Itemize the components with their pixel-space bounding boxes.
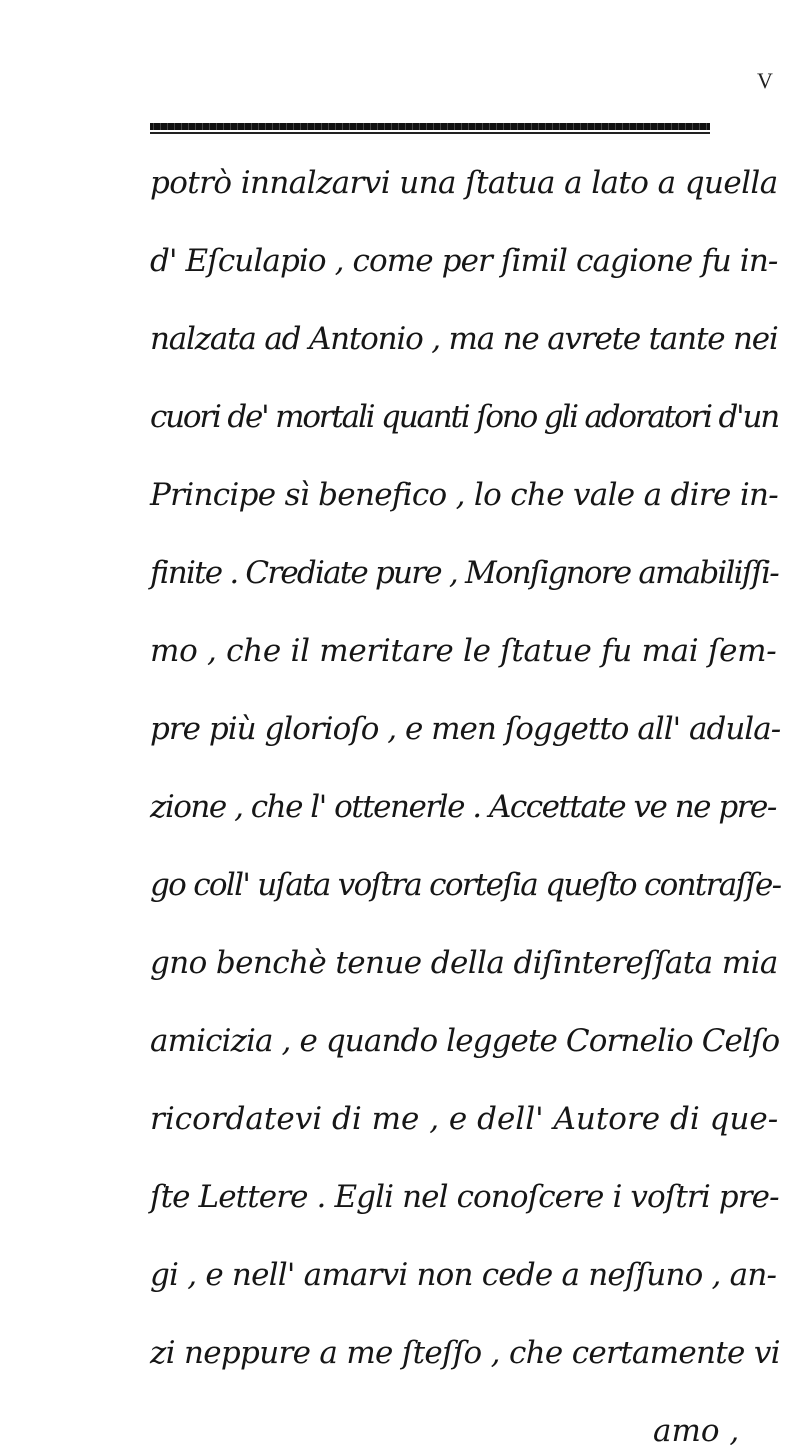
text-line: d' Eſculapio , come per ſimil cagione fu in-	[150, 243, 778, 279]
text-line: finite . Crediate pure , Monſignore amabiliſſi-	[150, 555, 778, 591]
text-line: gno benchè tenue della diſintereſſata mia	[150, 945, 778, 981]
text-line: pre più glorioſo , e men ſoggetto all' adula-	[150, 711, 781, 747]
ornamental-rule-thick	[150, 123, 710, 130]
text-line: Principe sì benefico , lo che vale a dire in-	[150, 477, 779, 513]
page-number: V	[757, 68, 774, 93]
text-line: potrò innalzarvi una ſtatua a lato a quella	[150, 165, 778, 201]
text-line: gi , e nell' amarvi non cede a neſſuno , an-	[150, 1257, 777, 1293]
text-line: zione , che l' ottenerle . Accettate ve ne pre-	[150, 789, 776, 825]
text-line: amicizia , e quando leggete Cornelio Celſo	[150, 1023, 780, 1059]
ornamental-rule	[150, 123, 710, 135]
text-line: cuori de' mortali quanti ſono gli adoratori d'un	[150, 399, 778, 435]
text-line: mo , che il meritare le ſtatue fu mai ſem-	[150, 633, 777, 669]
text-line: zi neppure a me ſteſſo , che certamente vi	[150, 1335, 780, 1371]
text-line-catchword: amo ,	[653, 1413, 740, 1449]
ornamental-rule-thin	[150, 132, 710, 134]
text-line: nalzata ad Antonio , ma ne avrete tante nei	[150, 321, 778, 357]
text-line: go coll' uſata voſtra corteſia queſto contraſſe-	[150, 867, 781, 903]
text-line: ricordatevi di me , e dell' Autore di que-	[150, 1101, 779, 1137]
text-line: ſte Lettere . Egli nel conoſcere i voſtri pre-	[150, 1179, 779, 1215]
